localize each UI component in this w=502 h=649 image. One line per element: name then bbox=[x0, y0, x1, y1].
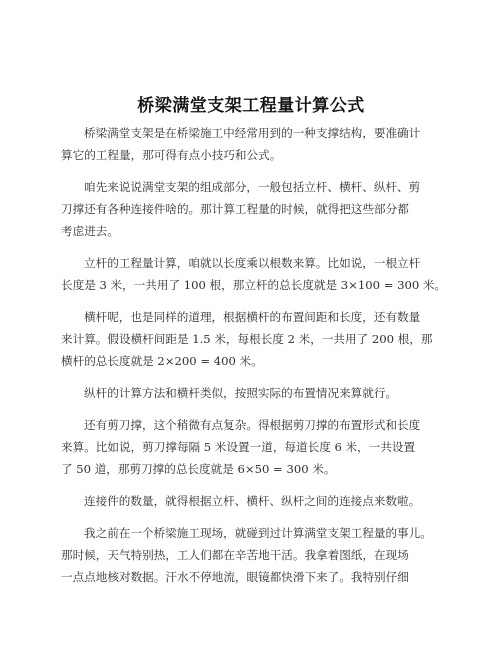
paragraph-6 bbox=[61, 414, 451, 480]
paragraph-line: 刀撑还有各种连接件啥的。那计算工程量的时候，就得把这些部分都 bbox=[61, 202, 409, 216]
paragraph-5 bbox=[61, 382, 451, 404]
document-title: 桥梁满堂支架工程量计算公式 bbox=[137, 96, 365, 116]
paragraph-line: 一点点地核对数据。汗水不停地流，眼镜都快滑下来了。我特别仔细 bbox=[61, 570, 409, 584]
paragraph-line: 纵杆的计算方法和横杆类似，按照实际的布置情况来算就行。 bbox=[84, 386, 398, 400]
paragraph-7 bbox=[61, 490, 451, 512]
paragraph-line: 那时候，天气特别热，工人们都在辛苦地干活。我拿着图纸，在现场 bbox=[61, 548, 409, 562]
paragraph-line: 算它的工程量，那可得有点小技巧和公式。 bbox=[61, 148, 282, 162]
paragraph-line: 了 50 道，那剪刀撑的总长度就是 6×50 = 300 米。 bbox=[61, 462, 336, 476]
paragraph-line: 还有剪刀撑，这个稍微有点复杂。得根据剪刀撑的布置形式和长度 bbox=[84, 418, 421, 432]
paragraph-line: 我之前在一个桥梁施工现场，就碰到过计算满堂支架工程量的事儿。 bbox=[84, 526, 432, 540]
paragraph-8 bbox=[61, 522, 451, 588]
paragraph-line: 横杆呢，也是同样的道理，根据横杆的布置间距和长度，还有数量 bbox=[84, 310, 421, 324]
paragraph-1 bbox=[61, 122, 451, 166]
paragraph-line: 来计算。假设横杆间距是 1.5 米，每根长度 2 米，一共用了 200 根，那 bbox=[61, 332, 433, 346]
paragraph-3 bbox=[61, 252, 451, 296]
paragraph-4 bbox=[61, 306, 451, 372]
paragraph-2 bbox=[61, 176, 451, 242]
paragraph-line: 横杆的总长度就是 2×200 = 400 米。 bbox=[61, 354, 263, 368]
paragraph-line: 立杆的工程量计算，咱就以长度乘以根数来算。比如说，一根立杆 bbox=[84, 256, 421, 270]
paragraph-line: 考虑进去。 bbox=[61, 224, 119, 238]
paragraph-line: 来算。比如说，剪刀撑每隔 5 米设置一道，每道长度 6 米，一共设置 bbox=[61, 440, 416, 454]
paragraph-line: 桥梁满堂支架是在桥梁施工中经常用到的一种支撑结构，要准确计 bbox=[84, 126, 421, 140]
paragraph-line: 连接件的数量，就得根据立杆、横杆、纵杆之间的连接点来数啦。 bbox=[84, 494, 421, 508]
paragraph-line: 长度是 3 米，一共用了 100 根，那立杆的总长度就是 3×100 = 300 米。 bbox=[61, 278, 447, 292]
paragraph-line: 咱先来说说满堂支架的组成部分，一般包括立杆、横杆、纵杆、剪 bbox=[84, 180, 421, 194]
